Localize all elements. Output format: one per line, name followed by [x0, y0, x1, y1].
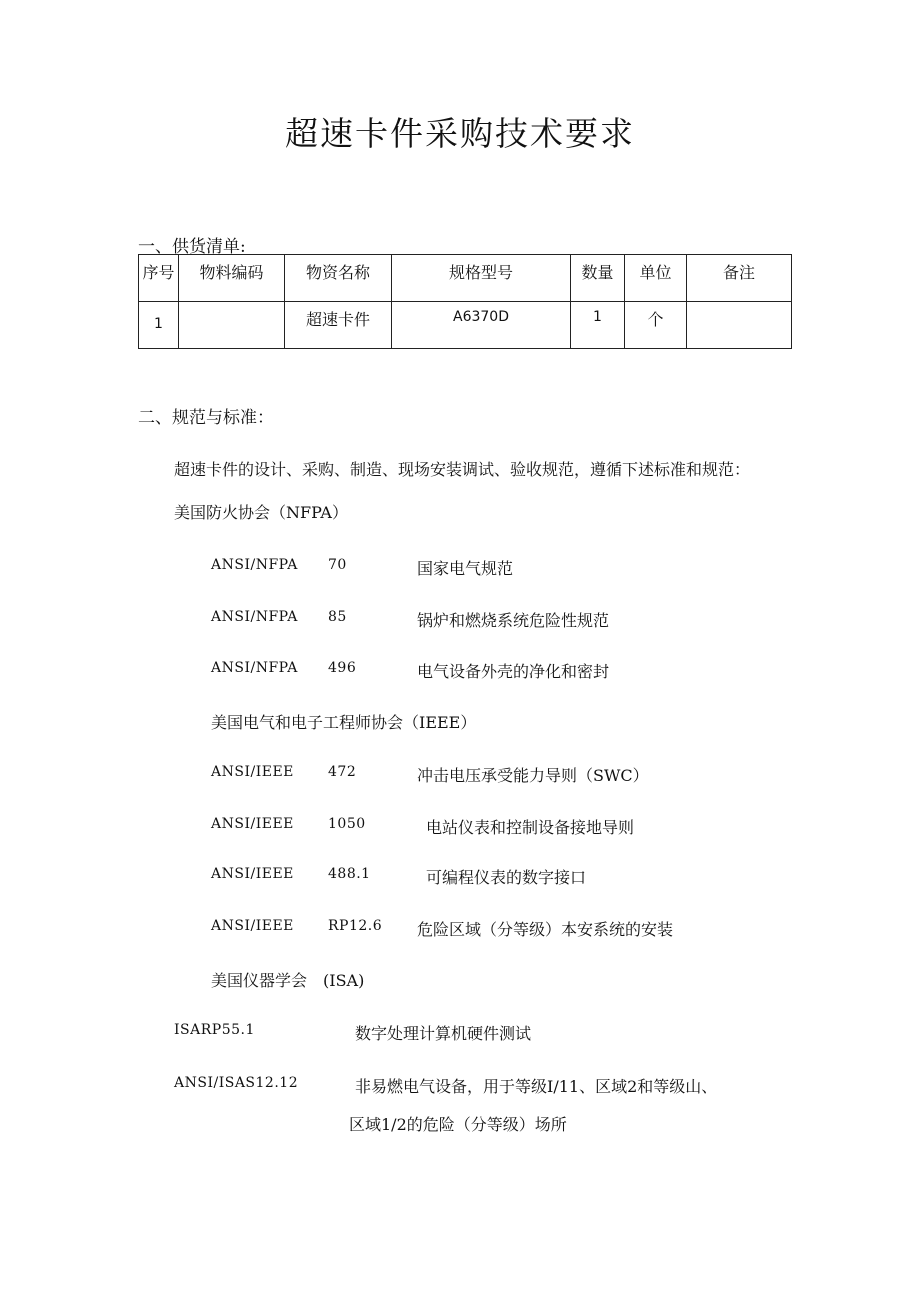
std-code: ANSI/IEEE — [211, 866, 294, 882]
std-code: ANSI/NFPA — [211, 660, 298, 676]
group-org-nfpa: 美国防火协会（NFPA） — [174, 503, 348, 522]
std-number: 70 — [328, 557, 347, 573]
std-description-continued: 区域1/2的危险（分等级）场所 — [349, 1115, 567, 1134]
std-description: 电气设备外壳的净化和密封 — [417, 662, 610, 681]
std-description: 非易燃电气设备，用于等级I/11、区域2和等级山、 — [355, 1077, 718, 1096]
std-number: 488.1 — [328, 866, 371, 882]
std-number: 472 — [328, 764, 357, 780]
std-description: 危险区域（分等级）本安系统的安装 — [417, 920, 674, 939]
std-code: ANSI/ISAS12.12 — [174, 1075, 299, 1091]
cell-quantity: 1 — [571, 302, 625, 349]
std-description: 冲击电压承受能力导则（SWC） — [417, 766, 649, 785]
std-code: ANSI/IEEE — [211, 918, 294, 934]
header-material-name: 物资名称 — [285, 255, 392, 302]
std-code: ANSI/NFPA — [211, 557, 298, 573]
std-code: ANSI/NFPA — [211, 609, 298, 625]
document-title: 超速卡件采购技术要求 — [285, 114, 635, 153]
supply-list-heading: 一、供货清单: — [138, 237, 246, 257]
std-description: 可编程仪表的数字接口 — [426, 868, 587, 887]
table-header-row — [139, 255, 792, 302]
cell-material-code — [179, 302, 285, 349]
std-code: ISARP55.1 — [174, 1022, 255, 1038]
std-description: 国家电气规范 — [417, 559, 514, 578]
header-material-code: 物料编码 — [179, 255, 285, 302]
std-number: 496 — [328, 660, 357, 676]
table-row — [139, 302, 792, 349]
supply-table — [138, 254, 792, 349]
header-index: 序号 — [139, 255, 179, 302]
std-description: 锅炉和燃烧系统危险性规范 — [417, 611, 610, 630]
cell-model: A6370D — [392, 302, 571, 349]
cell-remarks — [687, 302, 792, 349]
header-model: 规格型号 — [392, 255, 571, 302]
std-number: 1050 — [328, 816, 366, 832]
header-unit: 单位 — [625, 255, 687, 302]
std-description: 数字处理计算机硬件测试 — [355, 1024, 532, 1043]
cell-material-name: 超速卡件 — [285, 302, 392, 349]
standards-intro: 超速卡件的设计、采购、制造、现场安装调试、验收规范，遵循下述标准和规范： — [174, 460, 751, 479]
cell-index: 1 — [139, 302, 179, 349]
group-org-isa: 美国仪器学会 (ISA) — [211, 971, 365, 990]
std-description: 电站仪表和控制设备接地导则 — [426, 818, 635, 837]
std-code: ANSI/IEEE — [211, 764, 294, 780]
std-number: RP12.6 — [328, 918, 383, 934]
header-quantity: 数量 — [571, 255, 625, 302]
cell-unit: 个 — [625, 302, 687, 349]
std-code: ANSI/IEEE — [211, 816, 294, 832]
header-remarks: 备注 — [687, 255, 792, 302]
group-org-ieee: 美国电气和电子工程师协会（IEEE） — [211, 713, 477, 732]
std-number: 85 — [328, 609, 347, 625]
standards-heading: 二、规范与标准： — [138, 408, 274, 428]
